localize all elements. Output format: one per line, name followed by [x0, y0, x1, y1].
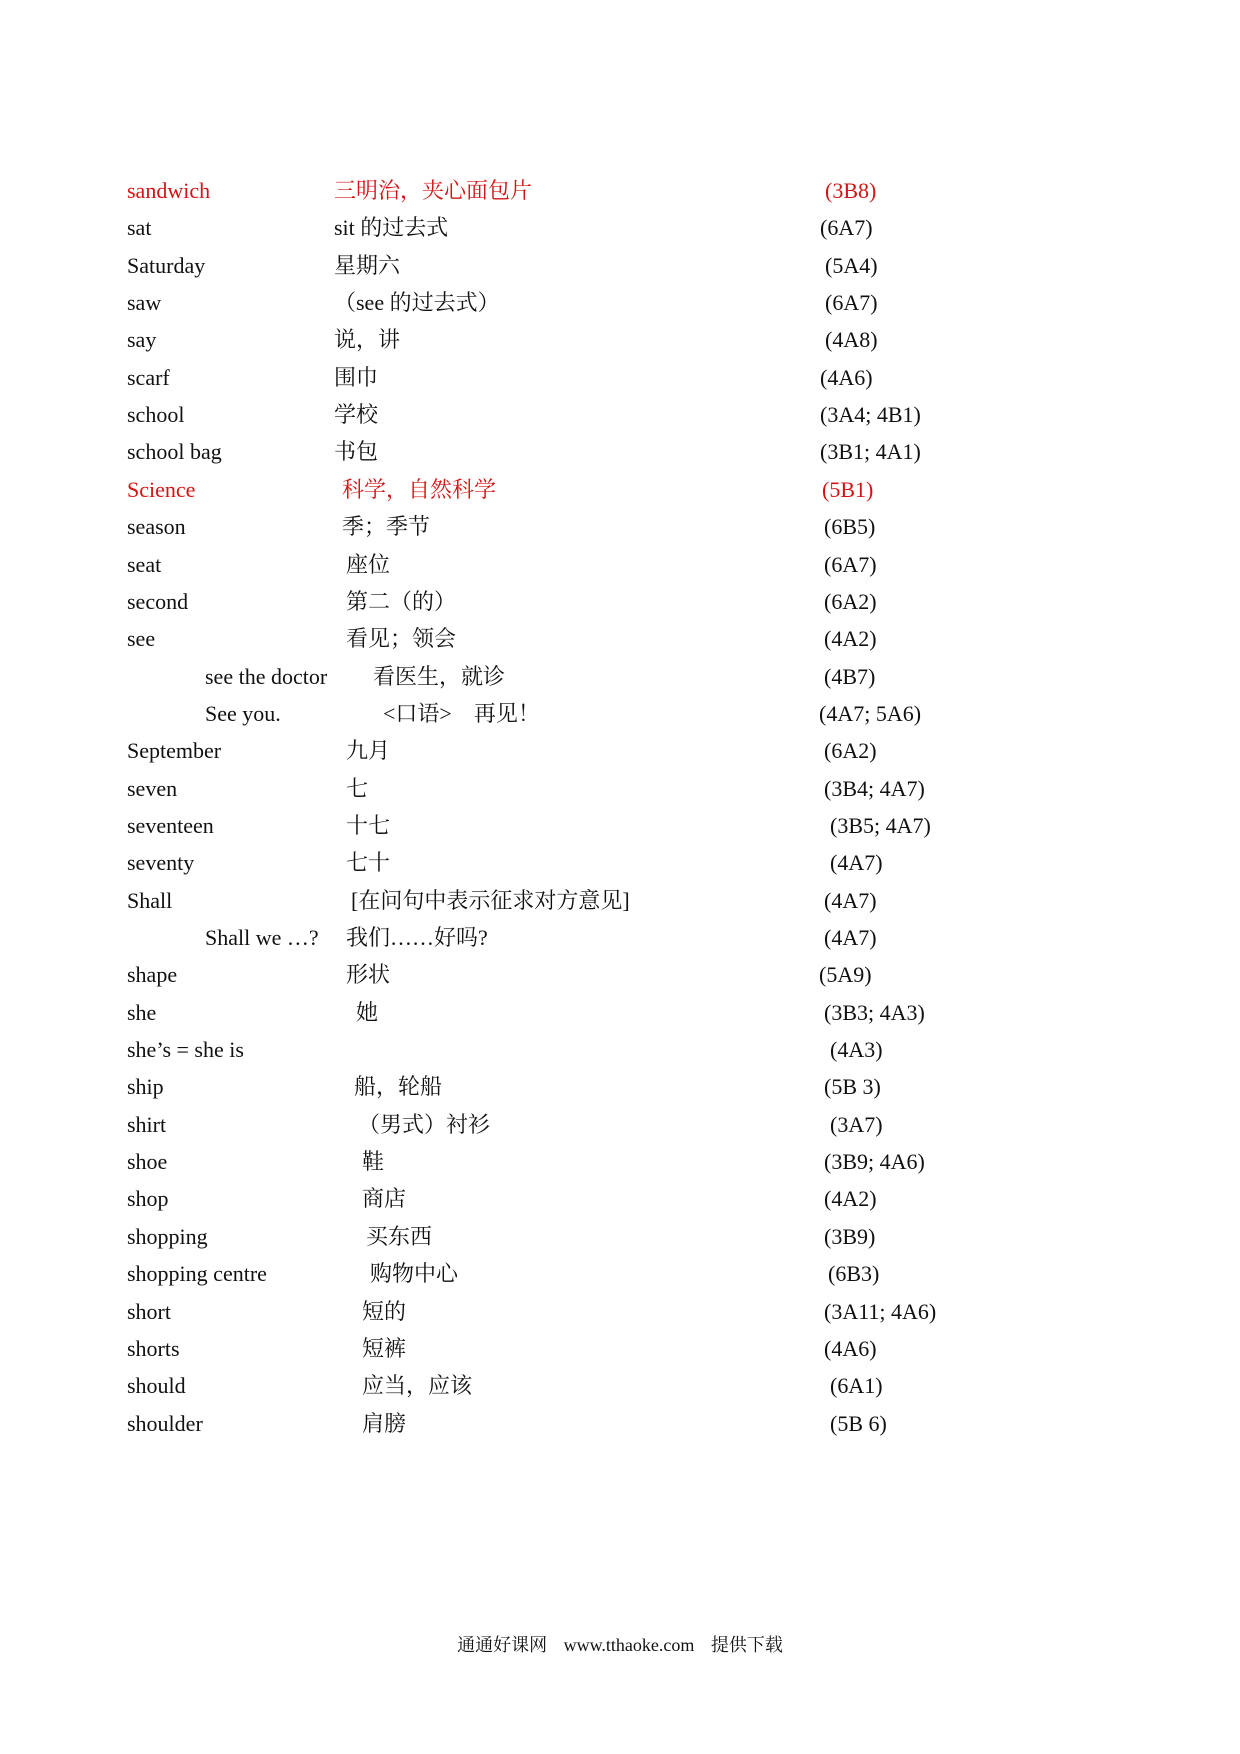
vocab-unit-ref: (5B1) — [822, 476, 874, 502]
vocab-entry — [0, 545, 1240, 585]
vocab-unit-ref: (6A2) — [824, 738, 877, 764]
vocab-meaning: 三明治，夹心面包片 — [334, 178, 533, 203]
vocab-meaning: 季；季节 — [342, 514, 431, 540]
vocab-word: say — [127, 327, 157, 353]
vocab-entry — [0, 246, 1240, 286]
vocab-word: seventeen — [127, 812, 214, 838]
vocab-word: shopping centre — [127, 1261, 267, 1287]
vocab-meaning: 买东西 — [366, 1223, 433, 1249]
vocab-meaning: 肩膀 — [362, 1410, 407, 1436]
vocab-unit-ref: (4A8) — [825, 327, 878, 353]
vocab-word: school bag — [127, 439, 222, 465]
vocab-unit-ref: (4A7) — [830, 850, 883, 876]
vocab-word: school — [127, 402, 185, 428]
vocab-meaning: 我们……好吗? — [346, 925, 488, 950]
page-footer — [0, 1630, 1240, 1660]
vocab-meaning: 十七 — [346, 812, 391, 838]
vocab-entry — [0, 283, 1240, 323]
vocab-word: she’s = she is — [127, 1037, 244, 1063]
vocab-entry — [0, 1329, 1240, 1369]
vocab-word: shop — [127, 1186, 169, 1212]
vocab-entry — [0, 432, 1240, 472]
vocab-meaning: 船，轮船 — [354, 1074, 443, 1100]
vocab-entry — [0, 171, 1240, 211]
vocab-meaning: 短的 — [362, 1298, 407, 1324]
vocab-unit-ref: (5A4) — [825, 252, 878, 278]
vocab-word: saw — [127, 290, 162, 316]
vocab-subentry — [0, 918, 1240, 958]
vocab-entry — [0, 1142, 1240, 1182]
vocab-meaning: 她 — [356, 999, 379, 1025]
vocab-meaning: 看见；领会 — [346, 626, 457, 652]
vocab-entry — [0, 1254, 1240, 1294]
vocab-word: September — [127, 738, 222, 764]
vocab-unit-ref: (6B5) — [824, 514, 876, 540]
vocab-unit-ref: (4A7; 5A6) — [819, 700, 922, 726]
vocab-meaning: 购物中心 — [370, 1261, 459, 1287]
footer-site-name: 通通好课网 — [457, 1635, 548, 1655]
vocab-unit-ref: (5A9) — [819, 962, 872, 988]
vocab-meaning: 鞋 — [362, 1149, 385, 1175]
vocab-entry — [0, 358, 1240, 398]
vocab-unit-ref: (3A11; 4A6) — [824, 1298, 937, 1324]
vocab-meaning: （see 的过去式） — [334, 290, 500, 316]
vocab-meaning: 围巾 — [334, 364, 379, 390]
vocab-entry — [0, 470, 1240, 510]
vocab-entry — [0, 320, 1240, 360]
vocab-meaning: 第二（的） — [346, 588, 457, 614]
vocab-unit-ref: (3B1; 4A1) — [820, 439, 921, 465]
vocab-word: seventy — [127, 850, 195, 876]
vocab-word: shoe — [127, 1149, 168, 1175]
vocab-word: should — [127, 1373, 186, 1399]
vocab-meaning: 说，讲 — [334, 327, 401, 353]
vocab-meaning: 形状 — [346, 962, 391, 988]
vocab-unit-ref: (3A4; 4B1) — [820, 402, 921, 428]
vocab-meaning: 七十 — [346, 850, 391, 876]
vocab-subentry — [0, 694, 1240, 734]
footer-url[interactable]: www.tthaoke.com — [563, 1635, 695, 1655]
vocab-word: shirt — [127, 1111, 167, 1137]
vocab-entry — [0, 619, 1240, 659]
vocab-word: shape — [127, 962, 178, 988]
vocab-unit-ref: (6A1) — [830, 1373, 883, 1399]
vocab-entry — [0, 1067, 1240, 1107]
vocab-unit-ref: (6A2) — [824, 588, 877, 614]
vocab-entry — [0, 955, 1240, 995]
vocab-word: shopping — [127, 1223, 208, 1249]
vocab-word: season — [127, 514, 186, 540]
vocab-word: see — [127, 626, 156, 652]
vocab-unit-ref: (4B7) — [824, 663, 876, 689]
vocab-word: shorts — [127, 1335, 180, 1361]
vocab-word: Saturday — [127, 252, 206, 278]
vocab-word: she — [127, 999, 157, 1025]
vocab-meaning: 七 — [346, 775, 369, 801]
vocab-unit-ref: (4A6) — [820, 364, 873, 390]
vocab-unit-ref: (4A7) — [824, 887, 877, 913]
vocab-word: second — [127, 588, 189, 614]
vocab-word: scarf — [127, 364, 170, 390]
vocab-meaning: 科学，自然科学 — [342, 476, 497, 502]
vocab-word: ship — [127, 1074, 164, 1100]
vocab-entry — [0, 1404, 1240, 1444]
vocab-meaning: 学校 — [334, 402, 379, 428]
vocab-meaning: 短裤 — [362, 1335, 407, 1361]
vocab-entry — [0, 731, 1240, 771]
vocab-unit-ref: (6A7) — [825, 290, 878, 316]
vocab-meaning: sit 的过去式 — [334, 215, 449, 241]
vocab-unit-ref: (4A6) — [824, 1335, 877, 1361]
vocab-word: sandwich — [127, 178, 211, 203]
vocab-word: see the doctor — [205, 663, 328, 689]
vocab-subentry — [0, 657, 1240, 697]
vocab-meaning: <口语> 再见！ — [383, 700, 540, 726]
vocab-word: shoulder — [127, 1410, 203, 1436]
vocab-unit-ref: (3A7) — [830, 1111, 883, 1137]
vocab-unit-ref: (3B9) — [824, 1223, 876, 1249]
vocab-word: See you. — [205, 700, 281, 726]
vocab-meaning: 书包 — [334, 439, 379, 465]
vocab-entry — [0, 208, 1240, 248]
vocab-entry — [0, 769, 1240, 809]
vocab-meaning: 九月 — [346, 738, 391, 764]
vocab-unit-ref: (3B3; 4A3) — [824, 999, 925, 1025]
vocab-unit-ref: (6A7) — [820, 215, 873, 241]
vocab-entry — [0, 1366, 1240, 1406]
vocab-word: Science — [127, 476, 196, 502]
vocab-word: Shall we …? — [205, 925, 319, 950]
vocab-entry — [0, 806, 1240, 846]
vocab-word: seven — [127, 775, 178, 801]
vocab-meaning: 商店 — [362, 1186, 407, 1212]
vocab-entry — [0, 395, 1240, 435]
vocab-unit-ref: (3B4; 4A7) — [824, 775, 925, 801]
vocab-entry — [0, 1179, 1240, 1219]
vocab-unit-ref: (4A2) — [824, 1186, 877, 1212]
vocab-unit-ref: (5B 3) — [824, 1074, 881, 1100]
vocab-unit-ref: (4A2) — [824, 626, 877, 652]
vocab-unit-ref: (3B8) — [825, 178, 877, 203]
vocab-meaning: 看医生，就诊 — [373, 663, 506, 689]
vocab-word: seat — [127, 551, 162, 577]
vocab-unit-ref: (5B 6) — [830, 1410, 887, 1436]
vocab-meaning: 星期六 — [334, 252, 401, 278]
footer-note: 提供下载 — [710, 1635, 783, 1655]
vocab-entry — [0, 993, 1240, 1033]
vocab-unit-ref: (4A7) — [824, 925, 877, 950]
vocab-unit-ref: (3B9; 4A6) — [824, 1149, 925, 1175]
vocab-meaning: 应当，应该 — [362, 1373, 473, 1399]
vocab-entry — [0, 507, 1240, 547]
vocab-unit-ref: (4A3) — [830, 1037, 883, 1063]
vocab-entry — [0, 582, 1240, 622]
vocab-entry — [0, 843, 1240, 883]
vocab-entry — [0, 1292, 1240, 1332]
vocab-unit-ref: (6B3) — [828, 1261, 880, 1287]
vocab-meaning: 座位 — [346, 551, 391, 577]
vocab-entry — [0, 1217, 1240, 1257]
vocab-unit-ref: (6A7) — [824, 551, 877, 577]
vocab-word: Shall — [127, 887, 173, 913]
vocab-meaning: [在问句中表示征求对方意见] — [351, 887, 630, 913]
vocab-meaning: （男式）衬衫 — [358, 1111, 491, 1137]
vocab-entry — [0, 1030, 1240, 1070]
vocab-unit-ref: (3B5; 4A7) — [830, 812, 931, 838]
vocab-entry — [0, 881, 1240, 921]
vocab-entry — [0, 1105, 1240, 1145]
vocab-word: sat — [127, 215, 152, 241]
vocab-word: short — [127, 1298, 171, 1324]
